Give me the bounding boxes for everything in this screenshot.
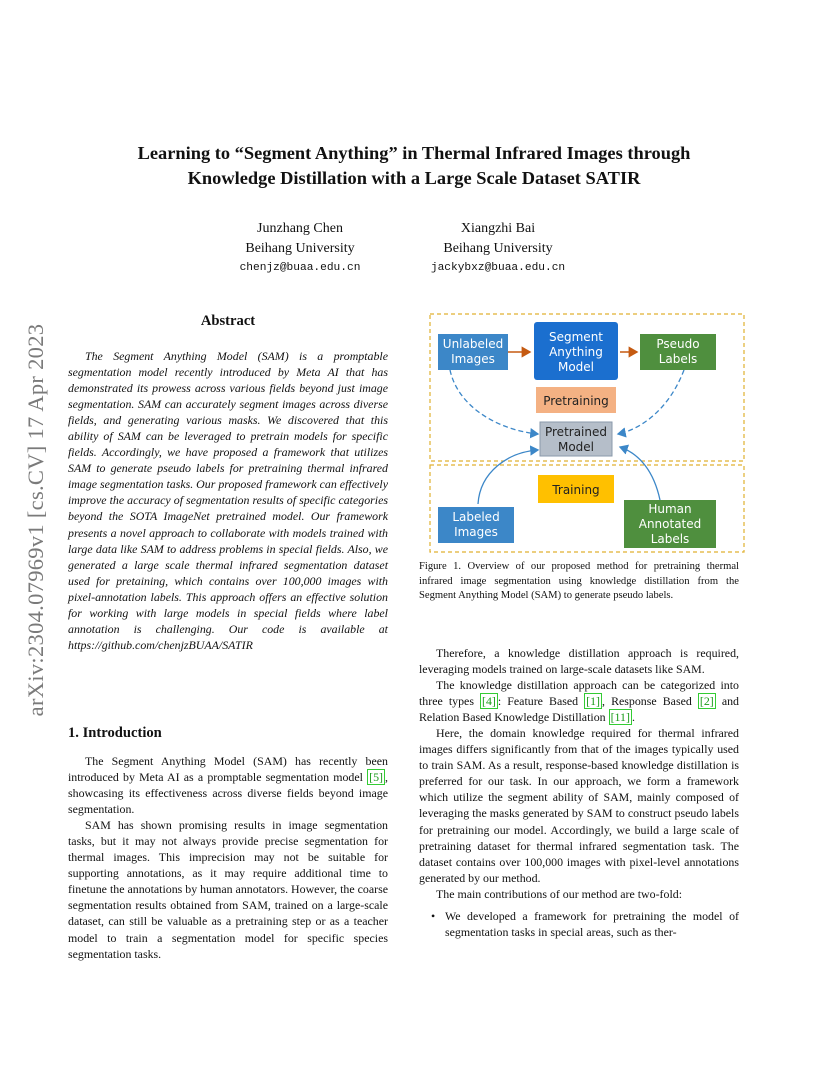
unlabeled-images-node <box>438 334 508 370</box>
svg-text:Unlabeled: Unlabeled <box>442 337 504 351</box>
title-line-2: Knowledge Distillation with a Large Scale Dataset SATIR <box>187 168 641 188</box>
abstract-text: The Segment Anything Model (SAM) is a promptable segmentation model recently introduced by Meta AI that has demonstrated its prowess across various fields beyond just image segmentation. SAM can accurately segment images across diverse fields, and generating various masks. We discovered that this ability of SAM can be leveraged to pretrain models for specific fields. Accordingly, we have proposed a framework that utilizes SAM to generate pseudo labels for pretraining thermal infrared image segmentation tasks. Our proposed framework can effectively improve the accuracy of segmentation results of specific categories beyond the SOTA ImageNet pretrained model. Our framework presents a novel approach to collaborate with models trained with large data like SAM to address problems in special fields. Also, we generated a large scale thermal infrared segmentation dataset used for pretaining, which contains over 100,000 images with pixel-annotation labels. This approach offers an effective solution for working with large models in special fields where label annotation is challenging. Our code is available at https://github.com/chenjzBUAA/SATIR <box>68 349 388 652</box>
labeled-images-node <box>438 507 514 543</box>
svg-text:Pretraining: Pretraining <box>543 394 609 408</box>
right-paragraph-1: Therefore, a knowledge distillation approach is required, leveraging models trained on large-scale datasets like SAM. <box>419 646 739 677</box>
dashed-arrow-unlabeled-to-pretrained <box>450 370 538 434</box>
intro-paragraph-1: The Segment Anything Model (SAM) has recently been introduced by Meta AI as a promptable segmentation model [5] , showcasing its effectiveness across diverse fields beyond image segmentation. <box>68 754 388 817</box>
right-paragraph-3: Here, the domain knowledge required for thermal infrared images differs significantly from that of the images typically used to train SAM. As a result, response-based knowledge distillation is preferred for our task. In our approach, we form a framework which utilize the segment ability of SAM, mainly composed of leveraging the masks generated by SAM to construct pseudo labels for pretraining our model. Accordingly, we build a large scale of pretraining dataset for thermal infrared segmentation task. The dataset contains over 100,000 images with pixel-level annotations generated by our method. <box>419 726 739 885</box>
arrow-human-to-pretrained <box>620 447 660 500</box>
citation-link[interactable]: [4] <box>482 694 496 709</box>
training-label <box>538 475 614 503</box>
author-block-2 <box>398 219 598 277</box>
right-paragraph-2: The knowledge distillation approach can be categorized into three types [4] : Feature Based [1] , Response Based [2] and Relation Based Knowledge Distillation [11] . <box>419 678 739 725</box>
intro-paragraph-2: SAM has shown promising results in image segmentation tasks, but it may not always provide precise segmentation for thermal images. This imprecision may not be suitable for supporting annotations, as it may require additional time to finetune the annotations by human annotators. However, the coarse segmentation results obtained from SAM, trained on a large-scale dataset, can still be valuable as a pretraining step or as a teacher model to train a segmentation model for specific species segmentation tasks. <box>68 818 388 961</box>
svg-text:Labels: Labels <box>650 532 690 546</box>
sam-node <box>534 322 618 380</box>
svg-text:Segment: Segment <box>549 330 603 344</box>
human-annotated-labels-node <box>624 500 716 548</box>
author-affiliation: Beihang University <box>443 241 553 256</box>
svg-text:Pretrained: Pretrained <box>544 425 608 439</box>
author-email[interactable]: jackybxz@buaa.edu.cn <box>430 262 566 274</box>
right-paragraph-4: The main contributions of our method are two-fold: <box>436 886 683 901</box>
right-column-body <box>419 645 739 940</box>
svg-text:Training: Training <box>552 483 600 497</box>
svg-text:Labels: Labels <box>658 352 698 366</box>
abstract-heading: Abstract <box>200 313 256 329</box>
pretraining-label <box>536 387 616 413</box>
arrow-labeled-to-pretrained <box>478 450 538 504</box>
figure-1-diagram <box>428 312 748 556</box>
paper-title <box>60 141 768 191</box>
contribution-list <box>419 908 739 940</box>
citation-link[interactable]: [2] <box>699 694 714 709</box>
svg-text:Model: Model <box>557 360 595 374</box>
pseudo-labels-node <box>640 334 716 370</box>
svg-text:Pseudo: Pseudo <box>656 337 700 351</box>
title-line-1: Learning to “Segment Anything” in Thermal Infrared Images through <box>137 143 691 163</box>
section-heading-introduction: 1. Introduction <box>68 725 162 741</box>
author-name: Junzhang Chen <box>257 221 343 236</box>
author-affiliation: Beihang University <box>245 241 355 256</box>
svg-text:Human: Human <box>648 502 692 516</box>
citation-link[interactable]: [1] <box>586 694 601 709</box>
dashed-arrow-pseudo-to-pretrained <box>618 370 684 434</box>
svg-text:Images: Images <box>454 525 498 539</box>
citation-link[interactable]: [11] <box>610 710 630 725</box>
intro-body <box>68 753 388 962</box>
author-name: Xiangzhi Bai <box>460 221 536 236</box>
pretrained-model-node <box>540 422 612 456</box>
author-email[interactable]: chenjz@buaa.edu.cn <box>239 262 361 274</box>
arxiv-id: arXiv:2304.07969v1 [cs.CV] 17 Apr 2023 <box>23 323 48 717</box>
svg-text:Labeled: Labeled <box>452 510 500 524</box>
svg-text:Images: Images <box>451 352 495 366</box>
svg-text:Model: Model <box>557 440 595 454</box>
author-block-1 <box>200 219 400 277</box>
list-item: • We developed a framework for pretraining the model of segmentation tasks in special areas, such as ther- <box>419 908 739 940</box>
svg-text:Annotated: Annotated <box>638 517 702 531</box>
svg-text:Anything: Anything <box>549 345 603 359</box>
figure-1-caption: Figure 1. Overview of our proposed method for pretraining thermal infrared image segmentation using knowledge distillation from the Segment Anything Model (SAM) to generate pseudo labels. <box>419 561 739 602</box>
citation-link[interactable]: [5] <box>369 770 384 785</box>
